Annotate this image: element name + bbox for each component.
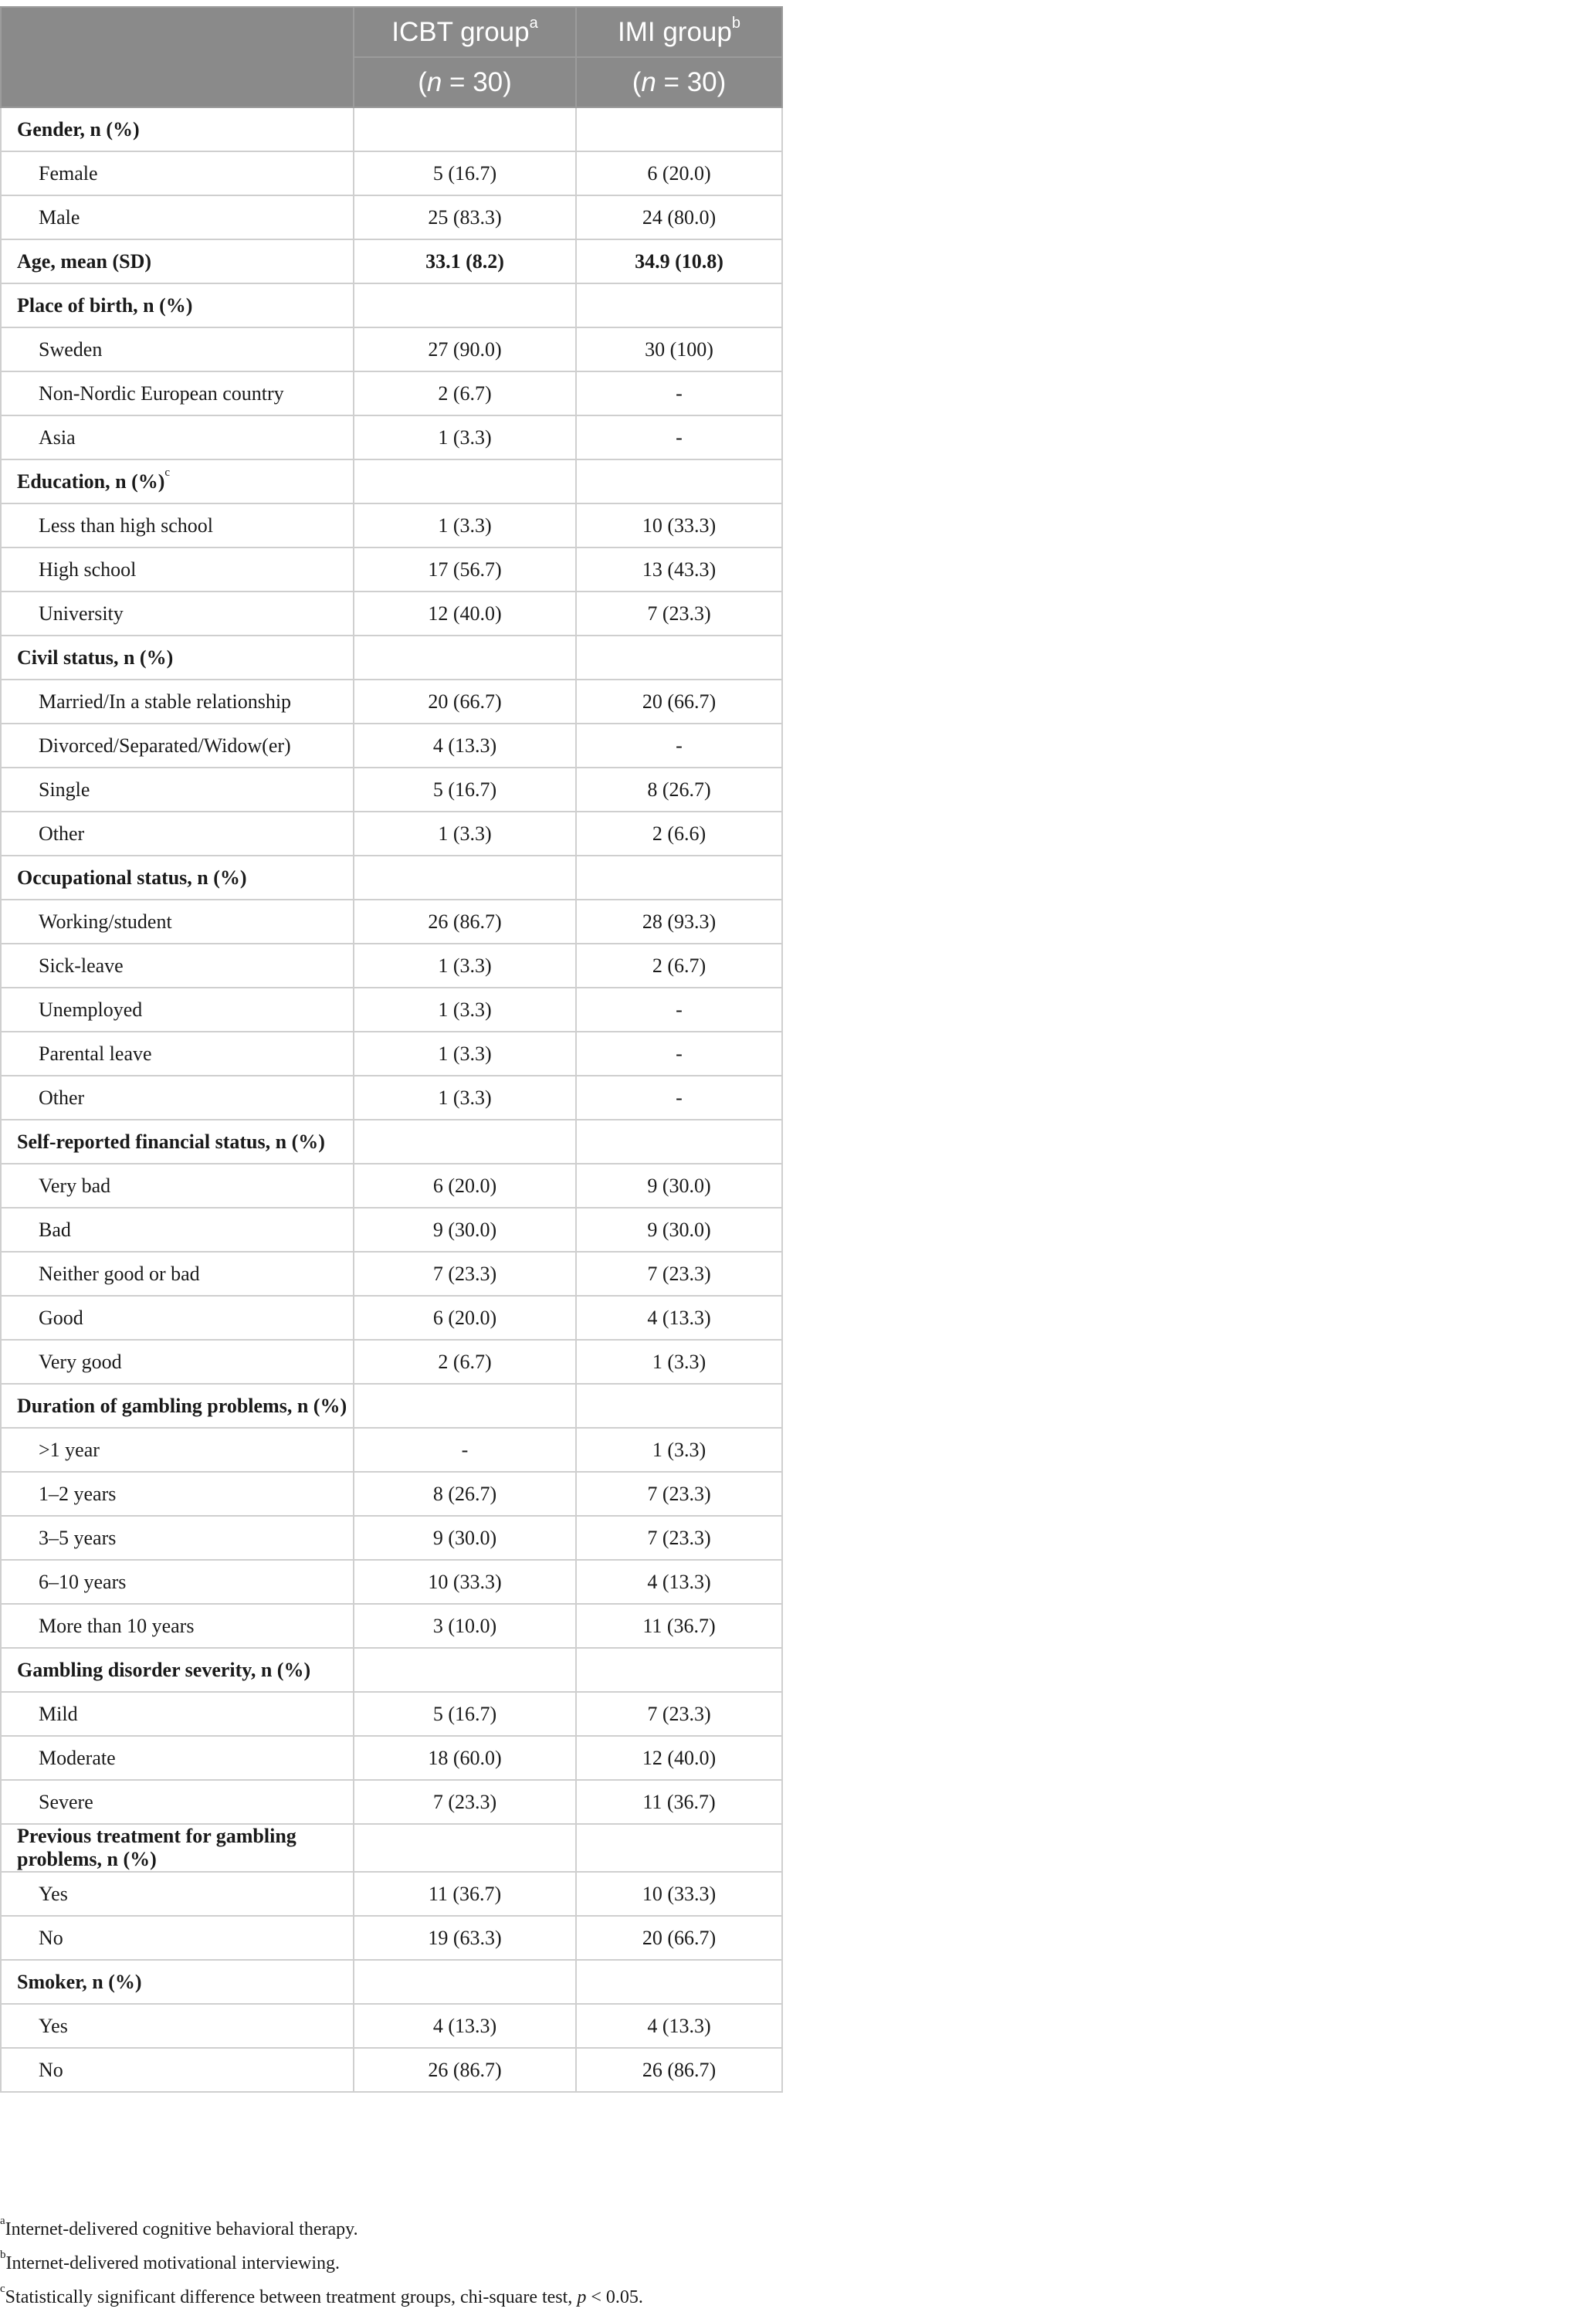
table-row [1, 1340, 782, 1384]
imi-value-cell: 7 (23.3) [576, 1516, 782, 1560]
header-imi-group [576, 7, 782, 57]
icbt-value-cell: 5 (16.7) [354, 768, 576, 812]
footnote-c-text-end: < 0.05. [586, 2287, 643, 2307]
imi-value-cell: 2 (6.7) [576, 944, 782, 988]
table-row [1, 2004, 782, 2048]
row-label-text: High school [39, 558, 137, 581]
section-row [1, 1384, 782, 1428]
icbt-value-cell: 26 (86.7) [354, 2048, 576, 2092]
table-row [1, 195, 782, 239]
icbt-value-cell: 2 (6.7) [354, 371, 576, 415]
icbt-value-cell [354, 856, 576, 900]
imi-value-cell: 24 (80.0) [576, 195, 782, 239]
header-imi-label: IMI group [618, 16, 732, 47]
imi-value-cell: 1 (3.3) [576, 1428, 782, 1472]
row-label [1, 195, 354, 239]
header-imi-n: (n = 30) [576, 57, 782, 107]
icbt-value-cell: 6 (20.0) [354, 1296, 576, 1340]
header-icbt-label: ICBT group [391, 16, 530, 47]
row-label [1, 944, 354, 988]
demographics-table [0, 6, 783, 2093]
row-label [1, 988, 354, 1032]
section-row [1, 459, 782, 503]
footnote-a [0, 2210, 927, 2244]
imi-value-cell: 34.9 (10.8) [576, 239, 782, 283]
table-row [1, 1736, 782, 1780]
section-row [1, 1824, 782, 1872]
footnote-a-text: Internet-delivered cognitive behavioral therapy. [5, 2219, 358, 2239]
table-row [1, 680, 782, 724]
imi-value-cell: - [576, 371, 782, 415]
section-label [1, 283, 354, 327]
section-row [1, 636, 782, 680]
table-row [1, 592, 782, 636]
header-row-groups [1, 7, 782, 57]
row-label [1, 371, 354, 415]
row-label [1, 1164, 354, 1208]
table-row [1, 327, 782, 371]
imi-value-cell [576, 107, 782, 151]
row-label [1, 1604, 354, 1648]
icbt-value-cell: 6 (20.0) [354, 1164, 576, 1208]
imi-value-cell: 8 (26.7) [576, 768, 782, 812]
demographics-table-container [0, 6, 781, 2093]
row-label [1, 1916, 354, 1960]
section-row [1, 283, 782, 327]
footnote-b-marker: b [0, 2249, 6, 2261]
table-row [1, 1916, 782, 1960]
row-label [1, 768, 354, 812]
section-label [1, 107, 354, 151]
imi-value-cell: 9 (30.0) [576, 1164, 782, 1208]
table-row [1, 1780, 782, 1824]
icbt-value-cell: 1 (3.3) [354, 503, 576, 547]
imi-value-cell: 20 (66.7) [576, 1916, 782, 1960]
section-row [1, 856, 782, 900]
icbt-value-cell [354, 1384, 576, 1428]
imi-value-cell: 7 (23.3) [576, 1692, 782, 1736]
row-label [1, 1208, 354, 1252]
table-row [1, 1296, 782, 1340]
row-label [1, 680, 354, 724]
row-label [1, 1076, 354, 1120]
footnote-c-p-symbol: p [577, 2287, 587, 2307]
table-row [1, 1428, 782, 1472]
row-label-text: Sick-leave [39, 954, 124, 977]
table-row [1, 1076, 782, 1120]
row-label-text: More than 10 years [39, 1614, 195, 1637]
table-row [1, 944, 782, 988]
section-label [1, 636, 354, 680]
footnote-c-marker: c [0, 2283, 5, 2295]
table-row [1, 1208, 782, 1252]
imi-value-cell: 28 (93.3) [576, 900, 782, 944]
imi-value-cell [576, 1960, 782, 2004]
row-label-text: 6–10 years [39, 1570, 127, 1593]
row-label-text: Male [39, 205, 80, 229]
section-label [1, 856, 354, 900]
icbt-value-cell [354, 1824, 576, 1872]
imi-value-cell: 7 (23.3) [576, 592, 782, 636]
icbt-value-cell: 4 (13.3) [354, 2004, 576, 2048]
icbt-value-cell: 1 (3.3) [354, 988, 576, 1032]
row-label [1, 724, 354, 768]
table-row [1, 1252, 782, 1296]
icbt-value-cell: 18 (60.0) [354, 1736, 576, 1780]
imi-value-cell [576, 1384, 782, 1428]
section-label [1, 1120, 354, 1164]
section-label [1, 1960, 354, 2004]
header-icbt-n: (n = 30) [354, 57, 576, 107]
row-label [1, 1032, 354, 1076]
row-label-text: 1–2 years [39, 1482, 117, 1505]
imi-value-cell: - [576, 724, 782, 768]
icbt-value-cell: 26 (86.7) [354, 900, 576, 944]
row-label-text: Asia [39, 425, 76, 449]
icbt-value-cell: 9 (30.0) [354, 1208, 576, 1252]
icbt-value-cell: 1 (3.3) [354, 415, 576, 459]
icbt-value-cell: 7 (23.3) [354, 1780, 576, 1824]
icbt-value-cell: 25 (83.3) [354, 195, 576, 239]
row-label-text: Less than high school [39, 514, 214, 537]
footnote-marker: c [164, 466, 171, 479]
table-row [1, 1032, 782, 1076]
row-label [1, 1252, 354, 1296]
icbt-value-cell: 10 (33.3) [354, 1560, 576, 1604]
icbt-value-cell: 20 (66.7) [354, 680, 576, 724]
icbt-value-cell: 27 (90.0) [354, 327, 576, 371]
imi-value-cell: 11 (36.7) [576, 1780, 782, 1824]
row-label-text: Working/student [39, 910, 172, 933]
imi-value-cell: 6 (20.0) [576, 151, 782, 195]
table-row [1, 988, 782, 1032]
row-label-text: Married/In a stable relationship [39, 690, 292, 713]
imi-value-cell: 13 (43.3) [576, 547, 782, 592]
icbt-value-cell: 12 (40.0) [354, 592, 576, 636]
imi-value-cell: 7 (23.3) [576, 1252, 782, 1296]
row-label-text: Bad [39, 1218, 71, 1241]
row-label-text: Parental leave [39, 1042, 152, 1065]
row-label [1, 900, 354, 944]
imi-value-cell: 9 (30.0) [576, 1208, 782, 1252]
table-row [1, 900, 782, 944]
icbt-value-cell: 2 (6.7) [354, 1340, 576, 1384]
imi-value-cell: 11 (36.7) [576, 1604, 782, 1648]
icbt-value-cell: 5 (16.7) [354, 151, 576, 195]
icbt-value-cell: 7 (23.3) [354, 1252, 576, 1296]
icbt-value-cell [354, 459, 576, 503]
row-label-text: Mild [39, 1702, 78, 1725]
row-label-text: Very good [39, 1350, 122, 1373]
row-label [1, 2048, 354, 2092]
imi-value-cell: 20 (66.7) [576, 680, 782, 724]
header-imi-n-value: 30 [686, 66, 717, 97]
row-label [1, 1736, 354, 1780]
row-label [1, 1692, 354, 1736]
row-label [1, 415, 354, 459]
table-row [1, 1692, 782, 1736]
table-row [1, 151, 782, 195]
section-row [1, 107, 782, 151]
row-label-text: Other [39, 822, 85, 845]
row-label-text: Yes [39, 1882, 68, 1905]
row-label-text: Self-reported financial status, n (%) [17, 1130, 325, 1153]
table-row [1, 2048, 782, 2092]
row-label [1, 1296, 354, 1340]
imi-value-cell: 7 (23.3) [576, 1472, 782, 1516]
icbt-value-cell: 33.1 (8.2) [354, 239, 576, 283]
row-label-text: Gambling disorder severity, n (%) [17, 1658, 311, 1681]
row-label [1, 2004, 354, 2048]
row-label [1, 592, 354, 636]
row-label [1, 812, 354, 856]
row-label-text: Single [39, 778, 90, 801]
row-label [1, 151, 354, 195]
imi-value-cell [576, 636, 782, 680]
row-label [1, 1428, 354, 1472]
row-label-text: Sweden [39, 337, 103, 361]
row-label [1, 327, 354, 371]
imi-value-cell: - [576, 1076, 782, 1120]
icbt-value-cell: 11 (36.7) [354, 1872, 576, 1916]
table-row [1, 768, 782, 812]
row-label [1, 1780, 354, 1824]
row-label-text: Moderate [39, 1746, 116, 1769]
row-label [1, 1872, 354, 1916]
row-label-text: Gender, n (%) [17, 117, 140, 141]
row-label-text: Other [39, 1086, 85, 1109]
imi-value-cell: 12 (40.0) [576, 1736, 782, 1780]
icbt-value-cell [354, 1648, 576, 1692]
row-label [1, 503, 354, 547]
table-row [1, 1516, 782, 1560]
section-label [1, 459, 354, 503]
row-label-text: Duration of gambling problems, n (%) [17, 1394, 347, 1417]
row-label-text: Non-Nordic European country [39, 381, 284, 405]
imi-value-cell: - [576, 1032, 782, 1076]
row-label-text: Place of birth, n (%) [17, 293, 193, 317]
imi-value-cell: 26 (86.7) [576, 2048, 782, 2092]
imi-value-cell: 10 (33.3) [576, 1872, 782, 1916]
row-label-text: Good [39, 1306, 83, 1329]
row-label-text: 3–5 years [39, 1526, 117, 1549]
imi-value-cell: 30 (100) [576, 327, 782, 371]
imi-value-cell: 4 (13.3) [576, 2004, 782, 2048]
imi-value-cell: 4 (13.3) [576, 1296, 782, 1340]
row-label-text: No [39, 1926, 63, 1949]
section-row [1, 1120, 782, 1164]
section-label [1, 1384, 354, 1428]
icbt-value-cell: 3 (10.0) [354, 1604, 576, 1648]
icbt-value-cell: 1 (3.3) [354, 812, 576, 856]
icbt-value-cell [354, 283, 576, 327]
imi-value-cell [576, 459, 782, 503]
table-row [1, 724, 782, 768]
imi-value-cell: 2 (6.6) [576, 812, 782, 856]
row-label-text: Unemployed [39, 998, 143, 1021]
row-label-text: Age, mean (SD) [17, 249, 152, 273]
section-row [1, 239, 782, 283]
section-label [1, 239, 354, 283]
imi-value-cell: - [576, 415, 782, 459]
row-label-text: No [39, 2058, 63, 2081]
table-row [1, 547, 782, 592]
icbt-value-cell: 17 (56.7) [354, 547, 576, 592]
imi-value-cell [576, 283, 782, 327]
icbt-value-cell: 9 (30.0) [354, 1516, 576, 1560]
row-label-text: University [39, 602, 124, 625]
header-icbt-n-value: 30 [473, 66, 503, 97]
imi-value-cell [576, 1120, 782, 1164]
table-footnotes [0, 2210, 927, 2312]
section-row [1, 1960, 782, 2004]
row-label [1, 1516, 354, 1560]
row-label-text: Yes [39, 2014, 68, 2037]
icbt-value-cell: 1 (3.3) [354, 1076, 576, 1120]
row-label-text: Previous treatment for gambling problems, n (%) [17, 1825, 296, 1870]
row-label-text: Female [39, 161, 98, 185]
footnote-b [0, 2244, 927, 2278]
imi-value-cell: 1 (3.3) [576, 1340, 782, 1384]
table-row [1, 1472, 782, 1516]
imi-value-cell [576, 1648, 782, 1692]
icbt-value-cell: 1 (3.3) [354, 944, 576, 988]
row-label-text: Education, n (%) [17, 470, 165, 493]
table-row [1, 1164, 782, 1208]
header-icbt-footnote-marker: a [529, 14, 538, 32]
footnote-b-text: Internet-delivered motivational interviewing. [5, 2253, 341, 2273]
row-label-text: Neither good or bad [39, 1262, 200, 1285]
header-icbt-group [354, 7, 576, 57]
footnote-a-marker: a [0, 2215, 5, 2227]
table-row [1, 1872, 782, 1916]
header-stub-cell [1, 7, 354, 107]
row-label [1, 1560, 354, 1604]
icbt-value-cell: 19 (63.3) [354, 1916, 576, 1960]
imi-value-cell: 4 (13.3) [576, 1560, 782, 1604]
table-row [1, 812, 782, 856]
section-row [1, 1648, 782, 1692]
icbt-value-cell: - [354, 1428, 576, 1472]
row-label-text: Civil status, n (%) [17, 646, 174, 669]
table-row [1, 1560, 782, 1604]
row-label [1, 547, 354, 592]
icbt-value-cell: 4 (13.3) [354, 724, 576, 768]
icbt-value-cell: 1 (3.3) [354, 1032, 576, 1076]
icbt-value-cell [354, 1960, 576, 2004]
icbt-value-cell [354, 107, 576, 151]
imi-value-cell [576, 1824, 782, 1872]
table-row [1, 371, 782, 415]
icbt-value-cell: 5 (16.7) [354, 1692, 576, 1736]
row-label-text: Occupational status, n (%) [17, 866, 247, 889]
row-label-text: Severe [39, 1790, 93, 1813]
table-header [1, 7, 782, 107]
section-label [1, 1824, 354, 1872]
imi-value-cell: 10 (33.3) [576, 503, 782, 547]
row-label-text: Very bad [39, 1174, 111, 1197]
row-label-text: >1 year [39, 1438, 100, 1461]
row-label-text: Divorced/Separated/Widow(er) [39, 734, 291, 757]
table-body [1, 107, 782, 2092]
icbt-value-cell: 8 (26.7) [354, 1472, 576, 1516]
row-label [1, 1472, 354, 1516]
footnote-c-text: Statistically significant difference between treatment groups, chi-square test, [5, 2287, 578, 2307]
icbt-value-cell [354, 636, 576, 680]
table-row [1, 1604, 782, 1648]
row-label [1, 1340, 354, 1384]
imi-value-cell: - [576, 988, 782, 1032]
table-row [1, 415, 782, 459]
footnote-c [0, 2278, 927, 2312]
icbt-value-cell [354, 1120, 576, 1164]
row-label-text: Smoker, n (%) [17, 1970, 142, 1993]
section-label [1, 1648, 354, 1692]
header-imi-footnote-marker: b [731, 14, 740, 32]
imi-value-cell [576, 856, 782, 900]
table-row [1, 503, 782, 547]
